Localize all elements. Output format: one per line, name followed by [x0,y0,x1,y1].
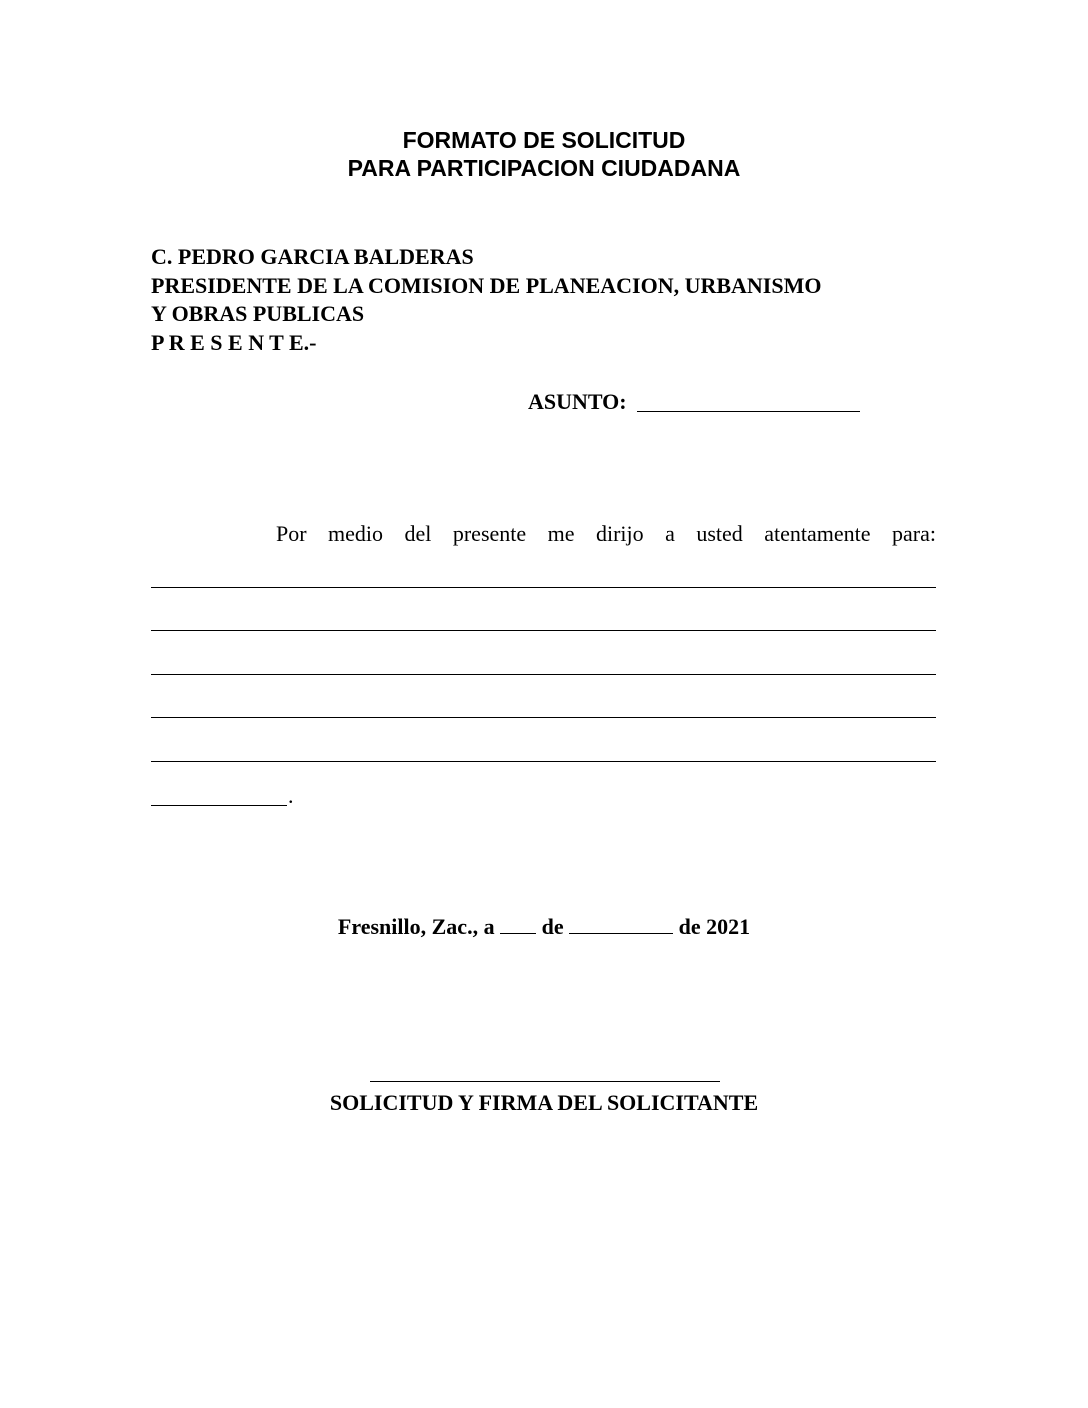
request-blank-line[interactable] [151,674,936,675]
day-blank[interactable] [500,932,536,934]
request-blank-line[interactable] [151,630,936,631]
subject-blank-line[interactable] [637,411,860,412]
addressee-name: C. PEDRO GARCIA BALDERAS [151,244,474,269]
document-title-line-1: FORMATO DE SOLICITUD [402,127,686,153]
date-year: de 2021 [678,914,751,939]
addressee-position-cont: Y OBRAS PUBLICAS [151,301,365,326]
date-de-1: de [541,914,564,939]
request-blank-line[interactable] [151,761,936,762]
signature-line[interactable] [370,1081,720,1082]
intro-text: Por medio del presente me dirijo a usted atentamente para: [276,521,936,546]
request-blank-line[interactable] [151,717,936,718]
date-line [0,913,1088,941]
subject-label: ASUNTO: [528,389,627,414]
signature-label: SOLICITUD Y FIRMA DEL SOLICITANTE [329,1090,759,1115]
request-blank-line-short[interactable] [151,805,287,806]
closing-period: . [288,783,294,808]
document-title-line-2: PARA PARTICIPACION CIUDADANA [347,155,741,181]
addressee-position: PRESIDENTE DE LA COMISION DE PLANEACION, URBANISMO [151,273,822,298]
month-blank[interactable] [569,932,673,934]
presente-line: P R E S E N T E.- [151,330,317,355]
request-blank-line[interactable] [151,587,936,588]
date-place: Fresnillo, Zac., a [337,914,495,939]
